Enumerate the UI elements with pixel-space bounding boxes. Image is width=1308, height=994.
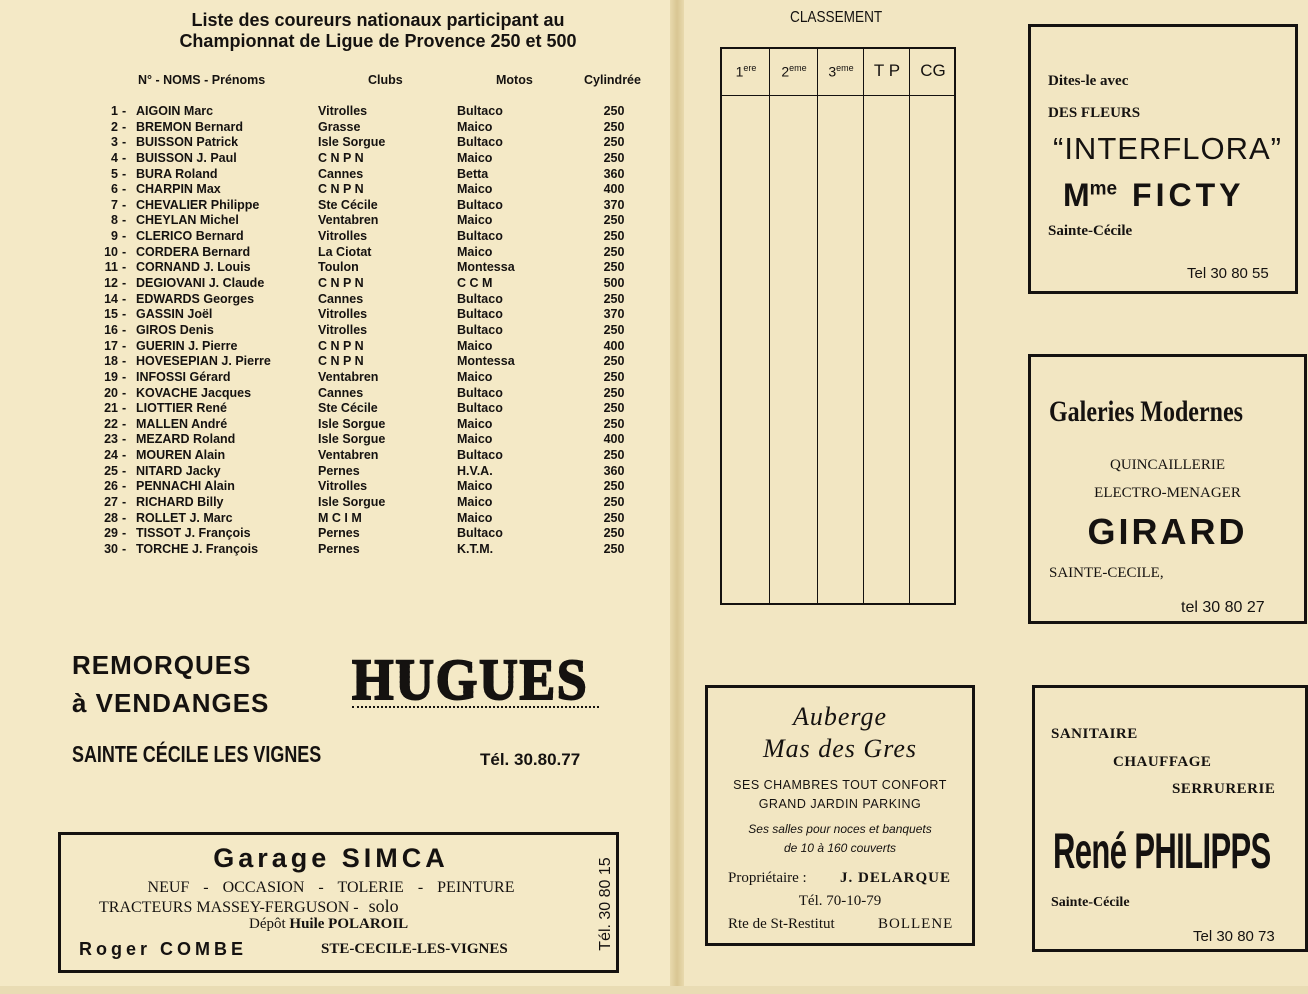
rider-club: Isle Sorgue xyxy=(318,416,386,431)
rider-dash: - xyxy=(122,369,127,384)
rider-number: 12 xyxy=(104,276,118,291)
rider-cylindree: 250 xyxy=(603,291,625,306)
rider-moto: Bultaco xyxy=(457,385,503,400)
philipps-line-1: SANITAIRE xyxy=(1051,726,1138,742)
rider-club: La Ciotat xyxy=(318,244,372,259)
remorques-tel: Tél. 30.80.77 xyxy=(480,750,581,769)
rider-moto: Maico xyxy=(457,369,493,384)
table-row xyxy=(0,401,672,417)
rider-cylindree: 250 xyxy=(603,510,625,525)
rider-number: 24 xyxy=(104,448,118,463)
rider-moto: Maico xyxy=(457,338,493,353)
rider-club: Isle Sorgue xyxy=(318,495,386,510)
simca-town: STE-CECILE-LES-VIGNES xyxy=(321,941,508,957)
rider-number: 14 xyxy=(104,291,118,306)
simca-line-1: NEUF - OCCASION - TOLERIE - PEINTURE xyxy=(147,879,515,896)
simca-title: Garage SIMCA xyxy=(213,843,449,873)
fleurs-mme-sup: me xyxy=(1089,178,1118,200)
rider-club: Vitrolles xyxy=(318,229,368,244)
table-row xyxy=(0,182,672,198)
rider-club: Pernes xyxy=(318,463,360,478)
rider-name: MEZARD Roland xyxy=(136,432,236,447)
rider-name: MOUREN Alain xyxy=(136,448,226,463)
rider-number: 11 xyxy=(104,260,118,275)
grid-header-line xyxy=(722,95,954,96)
fleurs-tel: Tel 30 80 55 xyxy=(1187,265,1269,282)
table-row xyxy=(0,229,672,245)
rider-number: 18 xyxy=(104,354,118,369)
rider-dash: - xyxy=(122,150,127,165)
girard-line-2: ELECTRO-MENAGER xyxy=(1094,485,1241,501)
rider-number: 27 xyxy=(104,495,118,510)
rider-number: 10 xyxy=(104,244,118,259)
title-line-1: Liste des coureurs nationaux participant au xyxy=(191,10,565,30)
rider-cylindree: 250 xyxy=(603,260,625,275)
rider-moto: Maico xyxy=(457,432,493,447)
rider-moto: Bultaco xyxy=(457,526,503,541)
simca-depot xyxy=(249,916,408,933)
rider-moto: Bultaco xyxy=(457,322,503,337)
rider-number: 26 xyxy=(104,479,118,494)
bottom-strip xyxy=(0,986,1308,994)
rider-cylindree: 500 xyxy=(603,276,625,291)
auberge-ad xyxy=(705,685,975,946)
rider-cylindree: 250 xyxy=(603,416,625,431)
rider-cylindree: 250 xyxy=(603,541,625,556)
table-row xyxy=(0,448,672,464)
table-row xyxy=(0,526,672,542)
rider-dash: - xyxy=(122,244,127,259)
rider-dash: - xyxy=(122,354,127,369)
rider-number: 29 xyxy=(104,526,118,541)
rider-name: HOVESEPIAN J. Pierre xyxy=(136,354,271,369)
rider-dash: - xyxy=(122,229,127,244)
rider-name: CHEVALIER Philippe xyxy=(136,197,260,212)
grid-col-1 xyxy=(722,49,770,603)
rider-dash: - xyxy=(122,416,127,431)
rider-dash: - xyxy=(122,510,127,525)
rider-dash: - xyxy=(122,276,127,291)
rider-moto: Bultaco xyxy=(457,135,503,150)
table-row xyxy=(0,354,672,370)
rider-moto: Bultaco xyxy=(457,229,503,244)
auberge-prop-label: Propriétaire : xyxy=(728,870,807,886)
rider-cylindree: 250 xyxy=(603,385,625,400)
rider-name: BUISSON Patrick xyxy=(136,135,239,150)
rider-club: Isle Sorgue xyxy=(318,135,386,150)
rider-number: 9 xyxy=(111,229,118,244)
rider-number: 19 xyxy=(104,369,118,384)
interflora-ad xyxy=(1028,24,1298,294)
rider-name: CHARPIN Max xyxy=(136,182,221,197)
rider-name: GIROS Denis xyxy=(136,322,214,337)
rider-name: CHEYLAN Michel xyxy=(136,213,239,228)
rider-club: C N P N xyxy=(318,354,364,369)
remorques-line-1: REMORQUES xyxy=(72,650,252,680)
table-row xyxy=(0,323,672,339)
rider-number: 2 xyxy=(111,119,118,134)
rider-dash: - xyxy=(122,166,127,181)
rider-name: ROLLET J. Marc xyxy=(136,510,233,525)
rider-number: 8 xyxy=(111,213,118,228)
table-row xyxy=(0,245,672,261)
rider-name: BURA Roland xyxy=(136,166,218,181)
rider-number: 15 xyxy=(104,307,118,322)
rider-name: RICHARD Billy xyxy=(136,495,224,510)
rider-dash: - xyxy=(122,307,127,322)
rider-number: 3 xyxy=(111,135,118,150)
rider-name: AIGOIN Marc xyxy=(136,104,214,118)
rider-moto: H.V.A. xyxy=(457,463,493,478)
rider-club: Toulon xyxy=(318,260,359,275)
rider-moto: Bultaco xyxy=(457,197,503,212)
rider-name: NITARD Jacky xyxy=(136,463,221,478)
rider-moto: Bultaco xyxy=(457,104,503,118)
rider-cylindree: 400 xyxy=(603,182,625,197)
table-row xyxy=(0,213,672,229)
table-row xyxy=(0,307,672,323)
rider-dash: - xyxy=(122,291,127,306)
rider-moto: Maico xyxy=(457,244,493,259)
philipps-line-2: CHAUFFAGE xyxy=(1113,754,1212,770)
girard-name: GIRARD xyxy=(1087,511,1248,552)
table-row xyxy=(0,542,672,558)
rider-moto: Maico xyxy=(457,182,493,197)
rider-club: C N P N xyxy=(318,150,364,165)
rider-cylindree: 250 xyxy=(603,354,625,369)
header-clubs: Clubs xyxy=(368,73,403,87)
rider-moto: Montessa xyxy=(457,354,515,369)
simca-tracteurs: TRACTEURS MASSEY-FERGUSON - xyxy=(99,899,359,916)
grid-label-2: 2eme xyxy=(781,63,807,80)
rider-name: INFOSSI Gérard xyxy=(136,369,231,384)
simca-huile: Huile POLAROIL xyxy=(289,916,409,932)
page-title xyxy=(90,10,666,52)
girard-tel: tel 30 80 27 xyxy=(1181,599,1265,616)
rider-club: C N P N xyxy=(318,338,364,353)
rider-name: LIOTTIER René xyxy=(136,401,227,416)
rider-cylindree: 250 xyxy=(603,213,625,228)
girard-title: Galeries Modernes xyxy=(1049,395,1243,428)
grid-label-3: 3eme xyxy=(828,63,854,80)
rider-cylindree: 360 xyxy=(603,166,625,181)
rider-name: GUERIN J. Pierre xyxy=(136,338,238,353)
rider-club: Cannes xyxy=(318,291,364,306)
rider-moto: Maico xyxy=(457,213,493,228)
table-row xyxy=(0,370,672,386)
rider-cylindree: 370 xyxy=(603,307,625,322)
rider-club: Pernes xyxy=(318,526,360,541)
philipps-ad xyxy=(1032,685,1308,952)
fleurs-line-1: Dites-le avec xyxy=(1048,73,1129,89)
classement-grid xyxy=(720,47,956,605)
rider-number: 6 xyxy=(111,182,118,197)
grid-col-3 xyxy=(818,49,864,603)
header-motos: Motos xyxy=(496,73,533,87)
rider-club: Ste Cécile xyxy=(318,197,378,212)
auberge-city: BOLLENE xyxy=(878,916,954,932)
rider-moto: Betta xyxy=(457,166,489,181)
rider-moto: Montessa xyxy=(457,260,515,275)
rider-cylindree: 250 xyxy=(603,119,625,134)
rider-moto: Bultaco xyxy=(457,401,503,416)
rider-club: Ventabren xyxy=(318,369,379,384)
rider-number: 5 xyxy=(111,166,118,181)
rider-club: Ventabren xyxy=(318,213,379,228)
rider-name: BREMON Bernard xyxy=(136,119,243,134)
rider-moto: Bultaco xyxy=(457,291,503,306)
remorques-line-2: à VENDANGES xyxy=(72,688,270,718)
rider-cylindree: 250 xyxy=(603,401,625,416)
rider-dash: - xyxy=(122,213,127,228)
rider-dash: - xyxy=(122,463,127,478)
auberge-line-4: de 10 à 160 couverts xyxy=(783,841,897,855)
rider-number: 17 xyxy=(104,338,118,353)
rider-number: 23 xyxy=(104,432,118,447)
rider-cylindree: 250 xyxy=(603,448,625,463)
fleurs-owner xyxy=(1063,177,1244,214)
rider-dash: - xyxy=(122,432,127,447)
rider-number: 1 xyxy=(111,104,118,118)
rider-cylindree: 250 xyxy=(603,495,625,510)
rider-cylindree: 250 xyxy=(603,369,625,384)
rider-cylindree: 250 xyxy=(603,322,625,337)
rider-name: CLERICO Bernard xyxy=(136,229,244,244)
rider-dash: - xyxy=(122,479,127,494)
rider-moto: Maico xyxy=(457,150,493,165)
rider-name: CORNAND J. Louis xyxy=(136,260,251,275)
rider-name: TORCHE J. François xyxy=(136,541,259,556)
classement-title: CLASSEMENT xyxy=(790,9,883,26)
rider-club: Ste Cécile xyxy=(318,401,378,416)
rider-club: C N P N xyxy=(318,182,364,197)
rider-name: EDWARDS Georges xyxy=(136,291,255,306)
hugues-logo: HUGUES xyxy=(352,647,589,712)
rider-moto: Bultaco xyxy=(457,307,503,322)
header-noms: N° - NOMS - Prénoms xyxy=(138,73,266,87)
rider-moto: K.T.M. xyxy=(457,541,494,556)
rider-club: C N P N xyxy=(318,276,364,291)
simca-tel xyxy=(595,839,617,969)
interflora-brand: “INTERFLORA” xyxy=(1053,131,1282,166)
hugues-underline xyxy=(352,706,599,709)
remorques-line-3: SAINTE CÉCILE LES VIGNES xyxy=(72,741,322,767)
rider-number: 28 xyxy=(104,510,118,525)
rider-moto: Maico xyxy=(457,495,493,510)
rider-number: 20 xyxy=(104,385,118,400)
fleurs-town: Sainte-Cécile xyxy=(1048,223,1133,239)
rider-moto: C C M xyxy=(457,276,493,291)
rider-name: BUISSON J. Paul xyxy=(136,150,237,165)
rider-name: TISSOT J. François xyxy=(136,526,251,541)
grid-label-cg: CG xyxy=(920,61,946,80)
grid-label-tp: T P xyxy=(873,61,901,80)
simca-line-2 xyxy=(99,896,399,917)
rider-club: M C I M xyxy=(318,510,362,525)
rider-name: KOVACHE Jacques xyxy=(136,385,252,400)
rider-cylindree: 250 xyxy=(603,104,625,118)
table-row xyxy=(0,511,672,527)
rider-number: 7 xyxy=(111,197,118,212)
rider-club: Grasse xyxy=(318,119,361,134)
rider-club: Cannes xyxy=(318,385,364,400)
rider-dash: - xyxy=(122,197,127,212)
fleurs-name: FICTY xyxy=(1132,177,1245,213)
simca-ad xyxy=(58,832,619,973)
rider-name: DEGIOVANI J. Claude xyxy=(136,276,265,291)
rider-moto: Maico xyxy=(457,479,493,494)
rider-cylindree: 250 xyxy=(603,244,625,259)
rider-dash: - xyxy=(122,260,127,275)
header-cylindree: Cylindrée xyxy=(584,73,641,87)
rider-dash: - xyxy=(122,401,127,416)
auberge-title-1: Auberge xyxy=(792,702,888,731)
page-fold xyxy=(670,0,684,994)
auberge-addr: Rte de St-Restitut xyxy=(728,916,835,932)
philipps-name: René PHILIPPS xyxy=(1053,823,1271,879)
table-row xyxy=(0,339,672,355)
rider-dash: - xyxy=(122,135,127,150)
rider-name: CORDERA Bernard xyxy=(136,244,251,259)
philipps-town: Sainte-Cécile xyxy=(1051,895,1130,910)
table-row xyxy=(0,104,672,120)
fleurs-line-2: DES FLEURS xyxy=(1048,105,1141,121)
simca-solo: solo xyxy=(368,896,399,916)
rider-dash: - xyxy=(122,495,127,510)
table-row xyxy=(0,198,672,214)
rider-club: Vitrolles xyxy=(318,322,368,337)
girard-town: SAINTE-CECILE, xyxy=(1049,565,1164,581)
simca-depot-label: Dépôt xyxy=(249,916,286,932)
fleurs-mme: M xyxy=(1063,177,1090,213)
philipps-tel: Tel 30 80 73 xyxy=(1193,928,1275,945)
rider-cylindree: 250 xyxy=(603,479,625,494)
auberge-line-2: GRAND JARDIN PARKING xyxy=(758,797,922,811)
rider-number: 21 xyxy=(104,401,118,416)
auberge-title-2: Mas des Gres xyxy=(762,734,918,763)
rider-club: Ventabren xyxy=(318,448,379,463)
auberge-tel: Tél. 70-10-79 xyxy=(798,893,882,909)
table-row xyxy=(0,292,672,308)
rider-moto: Maico xyxy=(457,510,493,525)
grid-col-4 xyxy=(864,49,910,603)
table-row xyxy=(0,151,672,167)
rider-dash: - xyxy=(122,526,127,541)
table-row xyxy=(0,464,672,480)
rider-number: 22 xyxy=(104,416,118,431)
table-row xyxy=(0,276,672,292)
rider-club: Cannes xyxy=(318,166,364,181)
riders-table xyxy=(0,104,672,558)
rider-moto: Maico xyxy=(457,416,493,431)
grid-col-2 xyxy=(770,49,818,603)
table-row xyxy=(0,479,672,495)
rider-club: Pernes xyxy=(318,541,360,556)
simca-tel-text: Tél. 30 80 15 xyxy=(597,857,614,951)
rider-cylindree: 250 xyxy=(603,135,625,150)
rider-name: GASSIN Joël xyxy=(136,307,213,322)
table-row xyxy=(0,386,672,402)
rider-number: 30 xyxy=(104,541,118,556)
rider-cylindree: 400 xyxy=(603,432,625,447)
rider-number: 4 xyxy=(111,150,118,165)
rider-moto: Maico xyxy=(457,119,493,134)
table-row xyxy=(0,120,672,136)
auberge-line-1: SES CHAMBRES TOUT CONFORT xyxy=(733,778,947,792)
table-row xyxy=(0,260,672,276)
girard-line-1: QUINCAILLERIE xyxy=(1110,457,1225,473)
simca-owner: Roger COMBE xyxy=(79,939,248,959)
table-row xyxy=(0,167,672,183)
rider-dash: - xyxy=(122,385,127,400)
auberge-prop-name: J. DELARQUE xyxy=(840,870,952,886)
rider-moto: Bultaco xyxy=(457,448,503,463)
rider-cylindree: 250 xyxy=(603,526,625,541)
rider-name: MALLEN André xyxy=(136,416,228,431)
table-row xyxy=(0,495,672,511)
rider-club: Vitrolles xyxy=(318,479,368,494)
table-row xyxy=(0,432,672,448)
rider-cylindree: 250 xyxy=(603,150,625,165)
table-row xyxy=(0,417,672,433)
auberge-line-3: Ses salles pour noces et banquets xyxy=(748,822,932,836)
rider-dash: - xyxy=(122,448,127,463)
rider-number: 16 xyxy=(104,322,118,337)
rider-club: Vitrolles xyxy=(318,307,368,322)
rider-club: Isle Sorgue xyxy=(318,432,386,447)
table-row xyxy=(0,135,672,151)
rider-dash: - xyxy=(122,119,127,134)
grid-label-1: 1ere xyxy=(735,63,757,80)
rider-name: PENNACHI Alain xyxy=(136,479,235,494)
rider-cylindree: 360 xyxy=(603,463,625,478)
girard-ad xyxy=(1028,354,1307,624)
rider-club: Vitrolles xyxy=(318,104,368,118)
rider-cylindree: 370 xyxy=(603,197,625,212)
rider-dash: - xyxy=(122,322,127,337)
rider-cylindree: 250 xyxy=(603,229,625,244)
philipps-line-3: SERRURERIE xyxy=(1172,781,1276,797)
rider-dash: - xyxy=(122,338,127,353)
rider-dash: - xyxy=(122,541,127,556)
rider-cylindree: 400 xyxy=(603,338,625,353)
rider-number: 25 xyxy=(104,463,118,478)
title-line-2: Championnat de Ligue de Provence 250 et 500 xyxy=(179,31,577,51)
rider-dash: - xyxy=(122,104,127,118)
rider-dash: - xyxy=(122,182,127,197)
